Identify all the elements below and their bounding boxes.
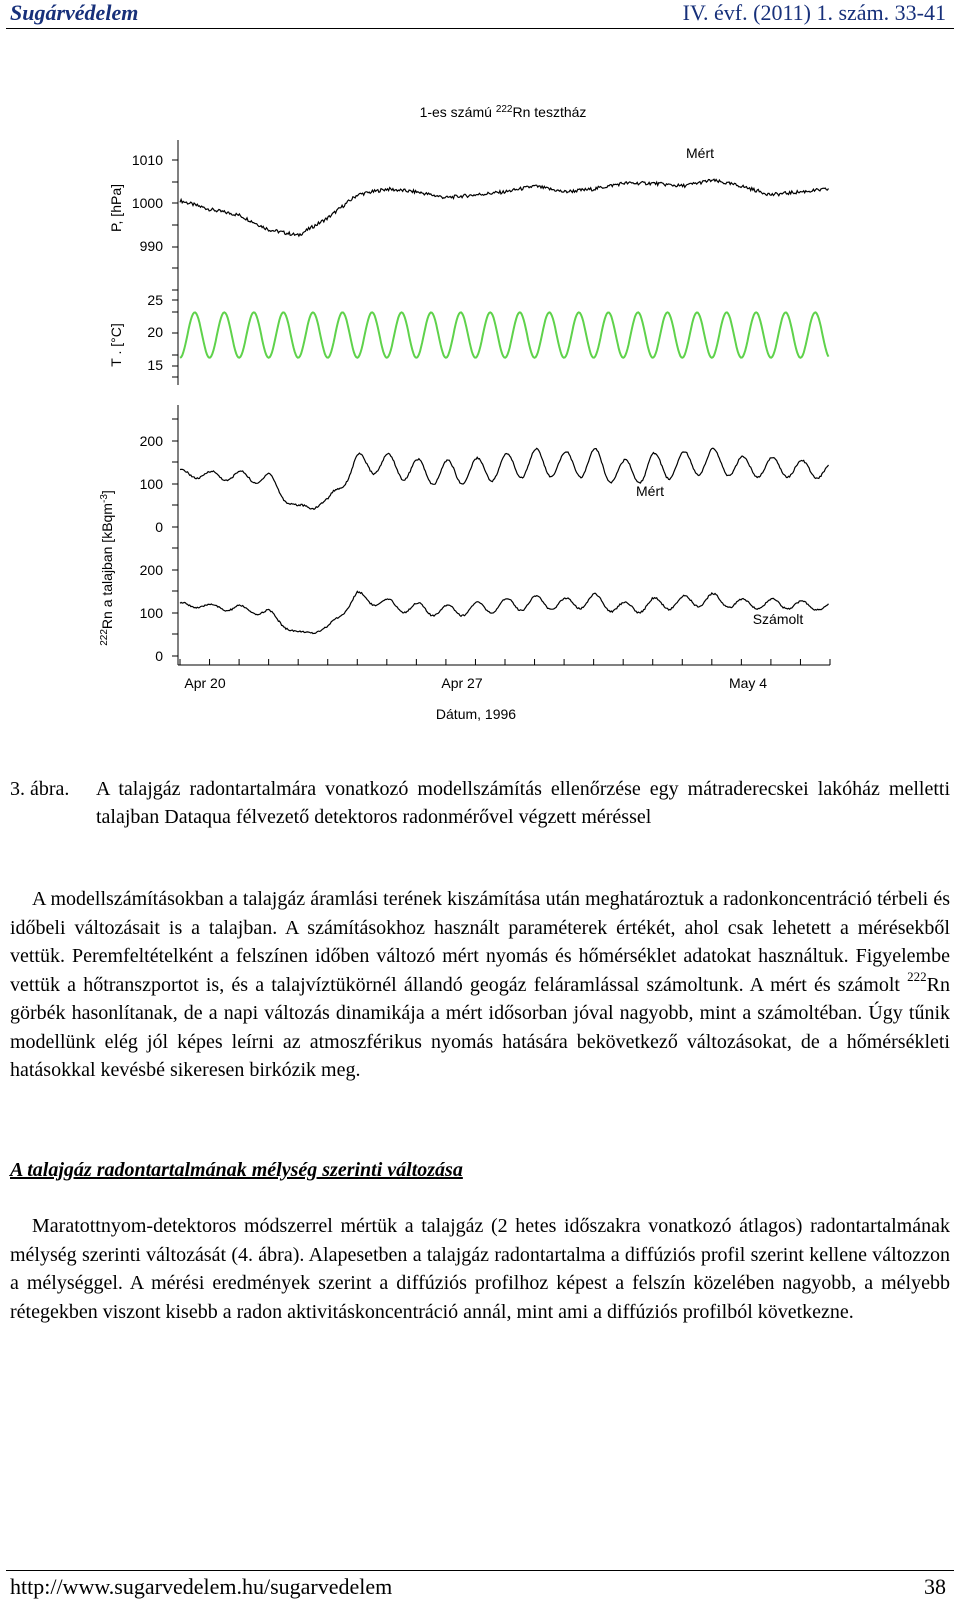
paragraph-model-part1: A modellszámításokban a talajgáz áramlási terének kiszámítása után meghatároztuk a radonkoncentráció térbeli és időbeli változásait is a talajban. A számításokhoz használt paraméterek értékét, ahol csak lehetett a mérésekből vettük. Peremfeltételként a felszínen időben változó mért nyomás és hőmérséklet adatokat használtuk. Figyelembe vettük a hőtranszportot is, és a talajvíztükörnél állandó geogáz feláramlással számoltunk. A mért és számolt <box>10 888 950 996</box>
series-label-pressure-measured: Mért <box>686 145 714 161</box>
x-axis-title: Dátum, 1996 <box>435 706 517 722</box>
ylabel-temperature: T . [°C] <box>108 323 124 367</box>
x-tick-label-apr27: Apr 27 <box>441 675 483 691</box>
paragraph-model-part2: Rn görbék hasonlítanak, de a napi változás dinamikája a mért idősorban jóval nagyobb, mint a számoltéban. Úgy tűnik modellünk elég jól képes leírni az atmoszférikus nyomás hatására bekövetkező változásokat, de a hőmérsékleti hatásokkal kevésbé sikeresen birkózik meg. <box>10 973 950 1081</box>
tick-label-p-1000: 1000 <box>131 195 163 211</box>
ylabel-pressure: P, [hPa] <box>108 183 124 233</box>
paragraph-depth: Maratottnyom-detektoros módszerrel mértük a talajgáz (2 hetes időszakra vonatkozó átlagos) radontartalmának mélység szerinti változását (4. ábra). Alapesetben a talajgáz radontartalma a diffúziós profil szerint kellene változzon a mélységgel. A mérési eredmények szerint a diffúziós profilhoz képest a felszín közelében nagyobb, a mélyebb rétegekben viszont kisebb a radon aktivitáskoncentráció annál, mint ami a diffúziós profilból következne. <box>10 1215 950 1323</box>
tick-label-rm-100: 100 <box>139 476 163 492</box>
series-line-radon_measured <box>180 448 829 509</box>
tick-label-p-990: 990 <box>139 238 163 254</box>
series-group <box>180 179 829 633</box>
page-number: 38 <box>924 1574 946 1599</box>
tick-marks <box>172 160 830 665</box>
caption-text: A talajgáz radontartalmára vonatkozó modellszámítás ellenőrzése egy mátraderecskei lakóház melletti talajban Dataqua félvezető detektoros radonmérővel végzett méréssel <box>96 778 950 828</box>
section-heading: A talajgáz radontartalmának mélység szerinti változása <box>10 1159 463 1181</box>
tick-label-t-15: 15 <box>147 357 163 373</box>
paragraph-model <box>10 885 950 1085</box>
footer-rule <box>6 1570 954 1571</box>
series-label-radon-calculated: Számolt <box>752 611 804 627</box>
tick-label-t-25: 25 <box>147 292 163 308</box>
series-line-radon_calculated <box>180 591 829 633</box>
figure-caption <box>10 775 950 831</box>
tick-label-t-20: 20 <box>147 324 163 340</box>
x-tick-label-may4: May 4 <box>728 675 768 691</box>
rn-superscript: 222 <box>907 968 927 984</box>
caption-label: 3. ábra. <box>10 778 70 800</box>
header-rule <box>6 28 954 29</box>
journal-title: Sugárvédelem <box>10 0 139 25</box>
tick-label-p-1010: 1010 <box>131 152 163 168</box>
chart-title: 1-es számú $^{222}$Rn tesztház <box>419 104 587 120</box>
issue-info: IV. évf. (2011) 1. szám. 33-41 <box>682 0 946 25</box>
tick-label-rm-200: 200 <box>139 433 163 449</box>
series-label-radon-measured: Mért <box>636 483 664 499</box>
ylabel-radon: $^{222}$Rn a talajban [kBqm$^{-3}$] <box>99 490 115 646</box>
series-line-pressure <box>180 179 829 236</box>
tick-label-rc-200: 200 <box>139 562 163 578</box>
series-line-temperature <box>180 312 829 357</box>
footer-url: http://www.sugarvedelem.hu/sugarvedelem <box>10 1574 393 1599</box>
x-tick-label-apr20: Apr 20 <box>184 675 226 691</box>
figure-chart <box>0 90 960 740</box>
page-footer <box>0 1560 960 1604</box>
page-header <box>0 0 960 30</box>
tick-label-rc-0: 0 <box>155 648 163 664</box>
tick-label-rm-0: 0 <box>155 519 163 535</box>
tick-label-rc-100: 100 <box>139 605 163 621</box>
